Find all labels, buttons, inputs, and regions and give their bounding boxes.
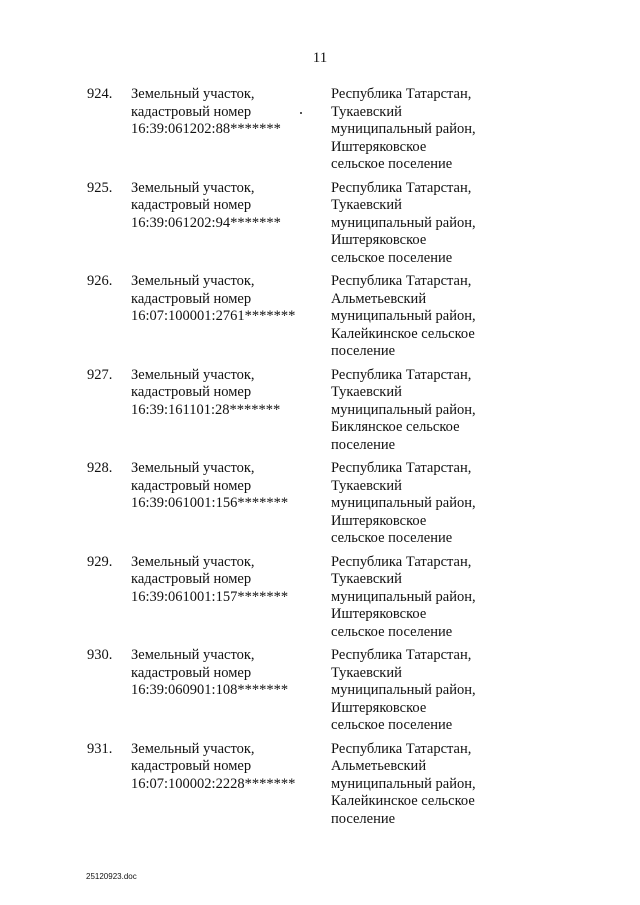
entry-number: 929. [87, 553, 113, 570]
entry-object [131, 460, 321, 513]
location-line: сельское поселение [331, 717, 453, 733]
location-line: Республика Татарстан, [331, 86, 472, 102]
location-line: муниципальный район, [331, 682, 476, 698]
object-description-line: Земельный участок, [131, 179, 255, 196]
location-line: Республика Татарстан, [331, 179, 472, 196]
entry-object [131, 180, 321, 233]
entry-object [131, 554, 321, 607]
location-line: Иштеряковское [331, 138, 427, 155]
object-description-line: кадастровый номер [131, 758, 252, 774]
cadastral-number: 16:39:161101:28******* [131, 401, 281, 418]
entry-row [0, 367, 640, 461]
location-line: сельское поселение [331, 530, 453, 546]
entry-row [0, 554, 640, 648]
object-description-line: кадастровый номер [131, 477, 252, 494]
location-line: Республика Татарстан, [331, 740, 472, 757]
object-description-line: кадастровый номер [131, 290, 252, 307]
location-line: Иштеряковское [331, 699, 427, 716]
entry-location [331, 460, 531, 548]
location-line: муниципальный район, [331, 121, 476, 137]
scan-speck [300, 112, 302, 114]
object-description-line: Земельный участок, [131, 86, 255, 102]
entry-location [331, 554, 531, 642]
object-description-line: Земельный участок, [131, 553, 255, 570]
entry-location [331, 180, 531, 268]
location-line: Тукаевский [331, 477, 402, 494]
entry-number: 927. [87, 366, 113, 383]
entry-object [131, 367, 321, 420]
object-description-line: Земельный участок, [131, 460, 255, 476]
location-line: поселение [331, 810, 396, 827]
cadastral-number: 16:39:061001:156******* [131, 495, 289, 511]
entry-row [0, 86, 640, 180]
entry-number: 925. [87, 179, 113, 196]
location-line: Калейкинское сельское [331, 325, 475, 342]
entry-location [331, 367, 531, 455]
location-line: муниципальный район, [331, 775, 476, 792]
location-line: Биклянское сельское [331, 419, 460, 435]
location-line: Республика Татарстан, [331, 553, 472, 570]
location-line: Республика Татарстан, [331, 460, 472, 476]
object-description-line: кадастровый номер [131, 197, 252, 213]
object-description-line: кадастровый номер [131, 571, 252, 587]
location-line: Иштеряковское [331, 232, 427, 248]
cadastral-number: 16:39:061202:88******* [131, 121, 281, 137]
location-line: Тукаевский [331, 571, 402, 587]
entry-location [331, 273, 531, 361]
object-description-line: Земельный участок, [131, 273, 255, 289]
location-line: Калейкинское сельское [331, 793, 475, 809]
location-line: Республика Татарстан, [331, 273, 472, 289]
page-number: 11 [312, 50, 328, 66]
entry-row [0, 647, 640, 741]
location-line: Тукаевский [331, 664, 402, 681]
entry-object [131, 273, 321, 326]
entry-object [131, 647, 321, 700]
object-description-line: кадастровый номер [131, 103, 252, 120]
location-line: поселение [331, 343, 396, 359]
entry-row [0, 741, 640, 835]
entry-number: 924. [87, 86, 113, 102]
object-description-line: Земельный участок, [131, 740, 255, 757]
location-line: муниципальный район, [331, 214, 476, 231]
location-line: Республика Татарстан, [331, 366, 472, 383]
entry-number: 926. [87, 273, 113, 289]
location-line: Тукаевский [331, 103, 402, 120]
location-line: сельское поселение [331, 249, 453, 266]
entry-location [331, 647, 531, 735]
object-description-line: кадастровый номер [131, 664, 252, 681]
cadastral-number: 16:39:061202:94******* [131, 214, 281, 231]
location-line: муниципальный район, [331, 495, 476, 511]
cadastral-number: 16:07:100002:2228******* [131, 775, 296, 792]
location-line: муниципальный район, [331, 401, 476, 418]
cadastral-number: 16:39:060901:108******* [131, 682, 289, 698]
location-line: Тукаевский [331, 384, 402, 400]
object-description-line: Земельный участок, [131, 366, 255, 383]
location-line: сельское поселение [331, 623, 453, 640]
entry-location [331, 86, 531, 174]
entry-number: 931. [87, 740, 113, 757]
location-line: Альметьевский [331, 290, 427, 307]
location-line: муниципальный район, [331, 308, 476, 324]
cadastral-number: 16:39:061001:157******* [131, 588, 289, 605]
entry-object [131, 86, 321, 139]
cadastral-number: 16:07:100001:2761******* [131, 308, 296, 324]
object-description-line: Земельный участок, [131, 647, 255, 663]
location-line: сельское поселение [331, 156, 453, 172]
entry-number: 930. [87, 647, 113, 663]
location-line: Альметьевский [331, 758, 427, 774]
entry-list [0, 86, 640, 834]
entry-object [131, 741, 321, 794]
entry-row [0, 460, 640, 554]
location-line: Республика Татарстан, [331, 647, 472, 663]
location-line: поселение [331, 436, 396, 453]
entry-location [331, 741, 531, 829]
location-line: муниципальный район, [331, 588, 476, 605]
entry-row [0, 180, 640, 274]
location-line: Иштеряковское [331, 512, 427, 529]
location-line: Тукаевский [331, 197, 402, 213]
entry-number: 928. [87, 460, 113, 476]
location-line: Иштеряковское [331, 606, 427, 622]
object-description-line: кадастровый номер [131, 384, 252, 400]
footer-filename: 25120923.doc [86, 872, 137, 881]
entry-row [0, 273, 640, 367]
